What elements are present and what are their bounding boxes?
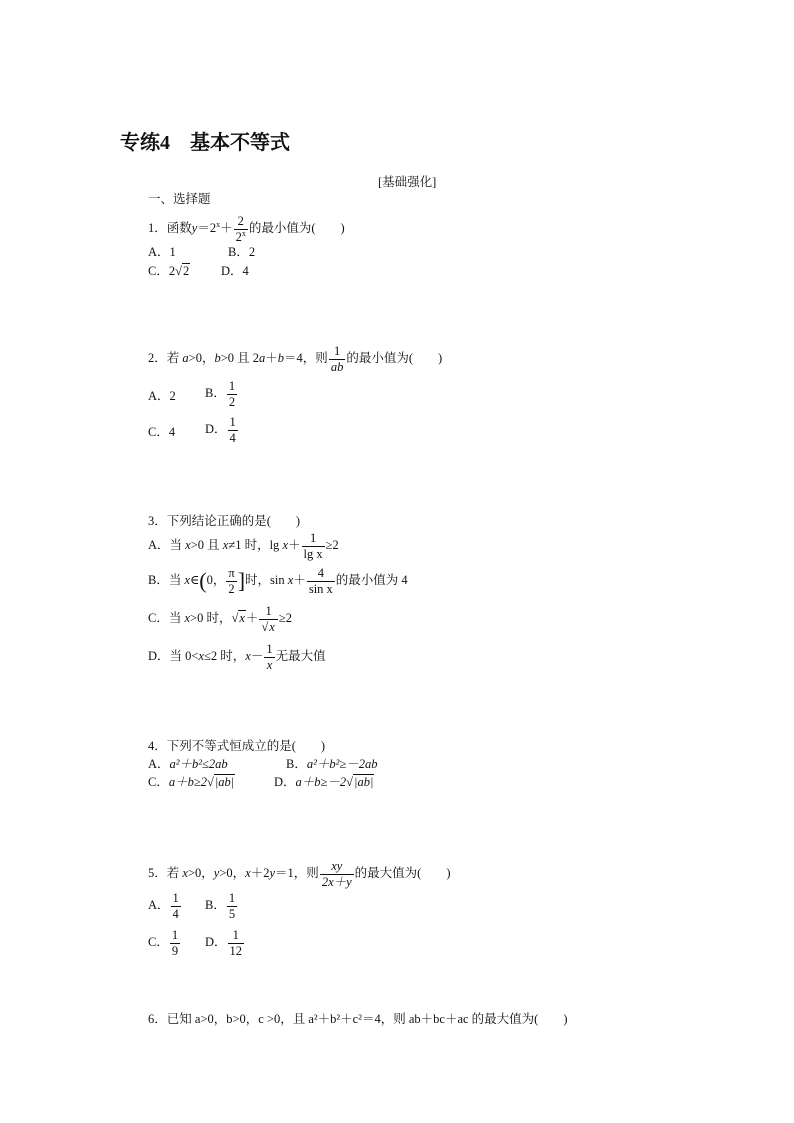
- question-4-option-b: B．a²＋b²≥－2ab: [286, 757, 378, 771]
- question-1-option-d: D．4: [221, 264, 249, 278]
- question-2-option-c: C．4: [148, 425, 176, 439]
- question-3-option-d: D．当 0<x≤2 时，x－ $\frac{1}{x}$ 无最大值: [148, 642, 326, 672]
- question-5-option-a: A． $\frac{1}{4}$: [148, 891, 179, 921]
- sqrt: √2: [175, 264, 190, 278]
- question-4-stem: 4．下列不等式恒成立的是( ): [148, 739, 326, 753]
- question-6-stem: 6．已知 a>0，b>0，c >0，且 a²＋b²＋c²＝4，则 ab＋bc＋ac 的最大值为( ): [148, 1012, 568, 1026]
- question-3-option-a: A．当 x>0 且 x≠1 时，lg x＋ $\frac{1}{\text{lg x}}$ ≥2: [148, 531, 339, 561]
- question-2-option-d: D． $\frac{1}{4}$: [205, 415, 236, 445]
- question-3-option-b: B．当 x∈(0， $\frac{\pi}{2}$ ]时，sin x＋ $\frac{4}{\text{sin x}}$ 的最小值为 4: [148, 566, 408, 596]
- question-4-option-d: D．a＋b≥－2√|ab|: [274, 775, 374, 789]
- question-2-option-a: A．2: [148, 389, 176, 403]
- question-5-stem: 5．若 x>0，y>0，x＋2y＝1，则 $\frac{xy}{2x+y}$ 的最大值为( ): [148, 859, 451, 889]
- question-1-option-c: C．2√2: [148, 264, 190, 278]
- question-1-stem: 1．函数$y=2^x+$ $\frac{2}{2^x}$ 的最小值为( ): [148, 214, 345, 244]
- question-1-option-b: B．2: [228, 245, 256, 259]
- section-heading: 一、选择题: [148, 192, 211, 206]
- question-4-option-c: C．a＋b≥2√|ab|: [148, 775, 235, 789]
- question-2-option-b: B． $\frac{1}{2}$: [205, 379, 236, 409]
- question-5-option-b: B． $\frac{1}{5}$: [205, 891, 236, 921]
- question-3-stem: 3．下列结论正确的是( ): [148, 514, 301, 528]
- question-4-option-a: A．a²＋b²≤2ab: [148, 757, 228, 771]
- fraction: $\frac{1}{ab}$: [330, 344, 344, 374]
- section-tag: [基础强化]: [378, 175, 437, 189]
- page-title: 专练4 基本不等式: [120, 132, 290, 154]
- question-5-option-d: D． $\frac{1}{12}$: [205, 928, 243, 958]
- fraction: $\frac{2}{2^x}$: [235, 214, 246, 244]
- question-1-option-a: A．1: [148, 245, 176, 259]
- question-2-stem: 2．若 a>0，b>0 且 2a＋b＝4，则 $\frac{1}{ab}$ 的最小值为( ): [148, 344, 443, 374]
- question-5-option-c: C． $\frac{1}{9}$: [148, 928, 179, 958]
- question-3-option-c: C．当 x>0 时，√x＋ $\frac{1}{√x}$ ≥2: [148, 604, 292, 634]
